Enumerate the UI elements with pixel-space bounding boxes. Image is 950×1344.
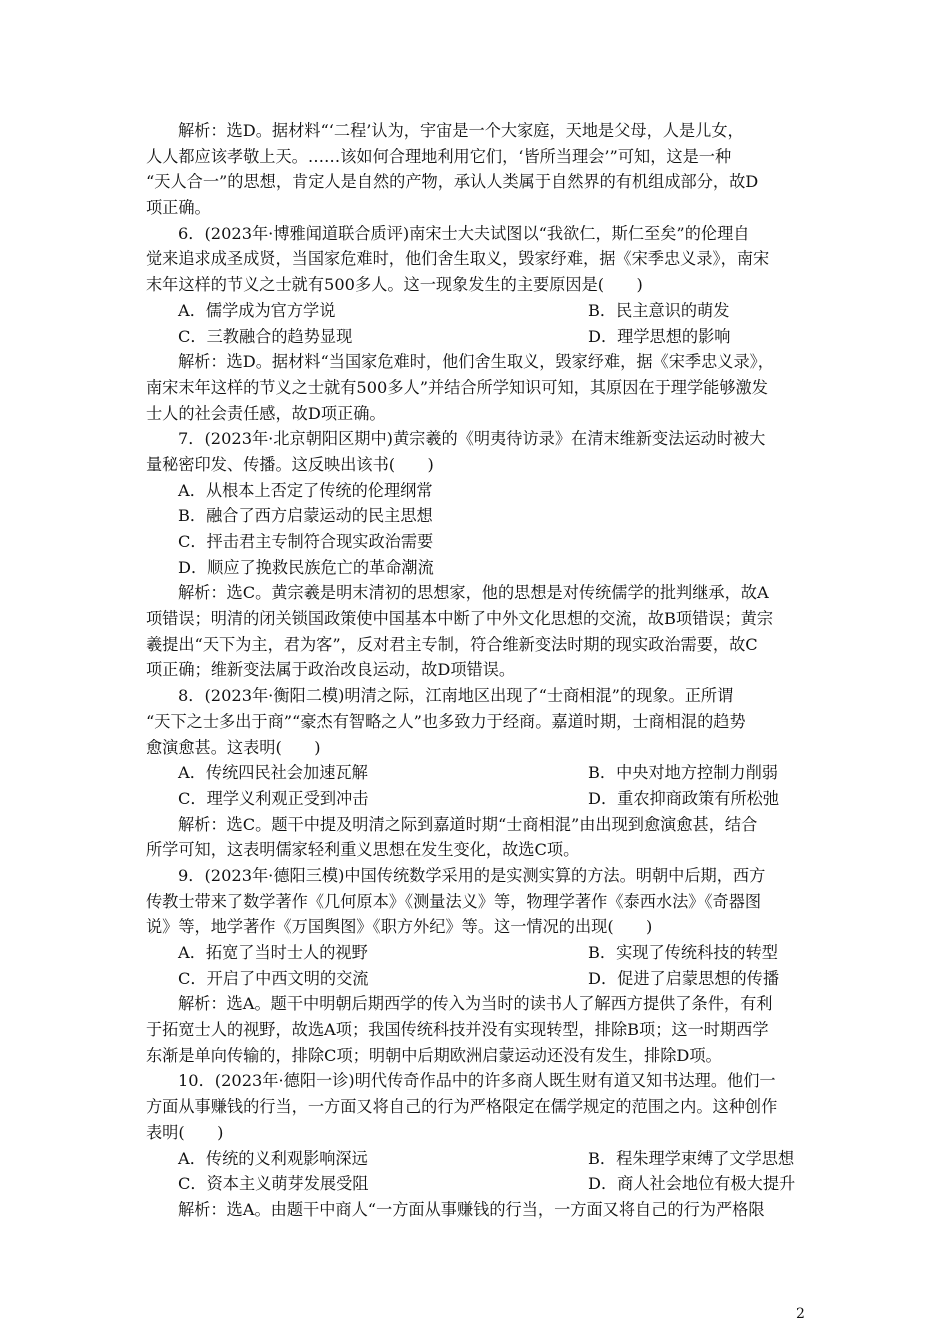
text-line: 项错误；明清的闭关锁国政策使中国基本中断了中外文化思想的交流，故B项错误；黄宗 <box>146 609 774 629</box>
text-line: 愈演愈甚。这表明( ) <box>146 737 321 757</box>
text-line: 方面从事赚钱的行当，一方面又将自己的行为严格限定在儒学规定的范围之内。这种创作 <box>146 1097 778 1117</box>
text-line: 解析：选C。题干中提及明清之际到嘉道时期“士商相混”由出现到愈演愈甚，结合 <box>178 814 758 834</box>
text-line: 于拓宽士人的视野，故选A项；我国传统科技并没有实现转型，排除B项；这一时期西学 <box>146 1020 769 1040</box>
option-row <box>146 760 810 786</box>
text-line: 解析：选A。题干中明朝后期西学的传入为当时的读书人了解西方提供了条件，有利 <box>178 994 773 1014</box>
text-line: 末年这样的节义之士就有500多人。这一现象发生的主要原因是( ) <box>146 275 643 295</box>
option-row <box>146 324 810 350</box>
option-right: D．理学思想的影响 <box>588 326 731 346</box>
option-row <box>146 966 810 992</box>
text-line: 项正确；维新变法属于政治改良运动，故D项错误。 <box>146 660 516 680</box>
option-left: C．三教融合的趋势显现 <box>178 326 353 346</box>
text-line: 7．(2023年·北京朝阳区期中)黄宗羲的《明夷待访录》在清末维新变法运动时被大 <box>178 429 766 449</box>
option-row <box>146 298 810 324</box>
option-left: C．资本主义萌芽发展受阻 <box>178 1174 369 1194</box>
text-line: C．抨击君主专制符合现实政治需要 <box>178 532 434 551</box>
text-line: 9．(2023年·德阳三模)中国传统数学采用的是实测实算的方法。明朝中后期，西方 <box>178 865 766 885</box>
text-line: 人人都应该孝敬上天。……该如何合理地利用它们，‘皆所当理会’”可知，这是一种 <box>146 146 732 166</box>
text-line: “天人合一”的思想，肯定人是自然的产物，承认人类属于自然界的有机组成部分，故D <box>146 172 759 192</box>
option-left: A．传统的义利观影响深远 <box>178 1148 368 1168</box>
text-line: 表明( ) <box>146 1122 224 1142</box>
option-right: B．程朱理学束缚了文学思想 <box>588 1148 795 1168</box>
text-line: 士人的社会责任感，故D项正确。 <box>146 403 386 423</box>
text-line: A．从根本上否定了传统的伦理纲常 <box>178 480 433 500</box>
text-line: 解析：选D。据材料“‘二程’认为，宇宙是一个大家庭，天地是父母，人是儿女， <box>178 121 744 140</box>
text-line: 觉来追求成圣成贤，当国家危难时，他们舍生取义，毁家纾难，据《宋季忠义录》，南宋 <box>146 249 770 269</box>
text-line: “天下之士多出于商”“豪杰有智略之人”也多致力于经商。嘉道时期，士商相混的趋势 <box>146 711 746 731</box>
option-row <box>146 1171 810 1197</box>
text-line: 8．(2023年·衡阳二模)明清之际，江南地区出现了“士商相混”的现象。正所谓 <box>178 686 734 706</box>
option-right: D．促进了启蒙思想的传播 <box>588 968 780 988</box>
text-line: 所学可知，这表明儒家轻利重义思想在发生变化，故选C项。 <box>146 840 580 860</box>
text-line: D．顺应了挽救民族危亡的革命潮流 <box>178 557 434 577</box>
page-number: 2 <box>796 1306 805 1322</box>
text-line: 项正确。 <box>146 198 211 218</box>
option-right: B．中央对地方控制力削弱 <box>588 763 778 783</box>
text-line: 南宋末年这样的节义之士就有500多人”并结合所学知识可知，其原因在于理学能够激发 <box>146 377 768 397</box>
text-line: 解析：选A。由题干中商人“一方面从事赚钱的行当，一方面又将自己的行为严格限 <box>178 1199 765 1219</box>
text-line: 说》等，地学著作《万国舆图》《职方外纪》等。这一情况的出现( ) <box>146 917 653 937</box>
text-line: 东渐是单向传输的，排除C项；明朝中后期欧洲启蒙运动还没有发生，排除D项。 <box>146 1045 722 1065</box>
text-line: 量秘密印发、传播。这反映出该书( ) <box>146 454 434 474</box>
option-right: D．重农抑商政策有所松弛 <box>588 788 780 808</box>
text-line: B．融合了西方启蒙运动的民主思想 <box>178 506 433 526</box>
option-left: A．拓宽了当时士人的视野 <box>178 943 368 962</box>
option-left: C．开启了中西文明的交流 <box>178 968 369 988</box>
text-line: 解析：选C。黄宗羲是明末清初的思想家，他的思想是对传统儒学的批判继承，故A <box>178 583 769 603</box>
text-line: 传教士带来了数学著作《几何原本》《测量法义》等，物理学著作《泰西水法》《奇器图 <box>146 891 762 911</box>
text-line: 解析：选D。据材料“当国家危难时，他们舍生取义，毁家纾难，据《宋季忠义录》， <box>178 352 774 372</box>
option-right: B．实现了传统科技的转型 <box>588 943 778 962</box>
text-line: 10．(2023年·德阳一诊)明代传奇作品中的许多商人既生财有道又知书达理。他们一 <box>178 1071 776 1091</box>
option-right: D．商人社会地位有极大提升 <box>588 1174 796 1194</box>
option-right: B．民主意识的萌发 <box>588 300 730 320</box>
option-left: A．儒学成为官方学说 <box>178 300 336 320</box>
text-line: 6．(2023年·博雅闻道联合质评)南宋士大夫试图以“我欲仁，斯仁至矣”的伦理自 <box>178 223 750 243</box>
option-row <box>146 940 810 966</box>
option-row <box>146 786 810 812</box>
page-body <box>146 118 810 1223</box>
option-left: A．传统四民社会加速瓦解 <box>178 763 368 783</box>
text-line: 羲提出“天下为主，君为客”，反对君主专制，符合维新变法时期的现实政治需要，故C <box>146 634 758 654</box>
option-row <box>146 1146 810 1172</box>
option-left: C．理学义利观正受到冲击 <box>178 788 369 808</box>
